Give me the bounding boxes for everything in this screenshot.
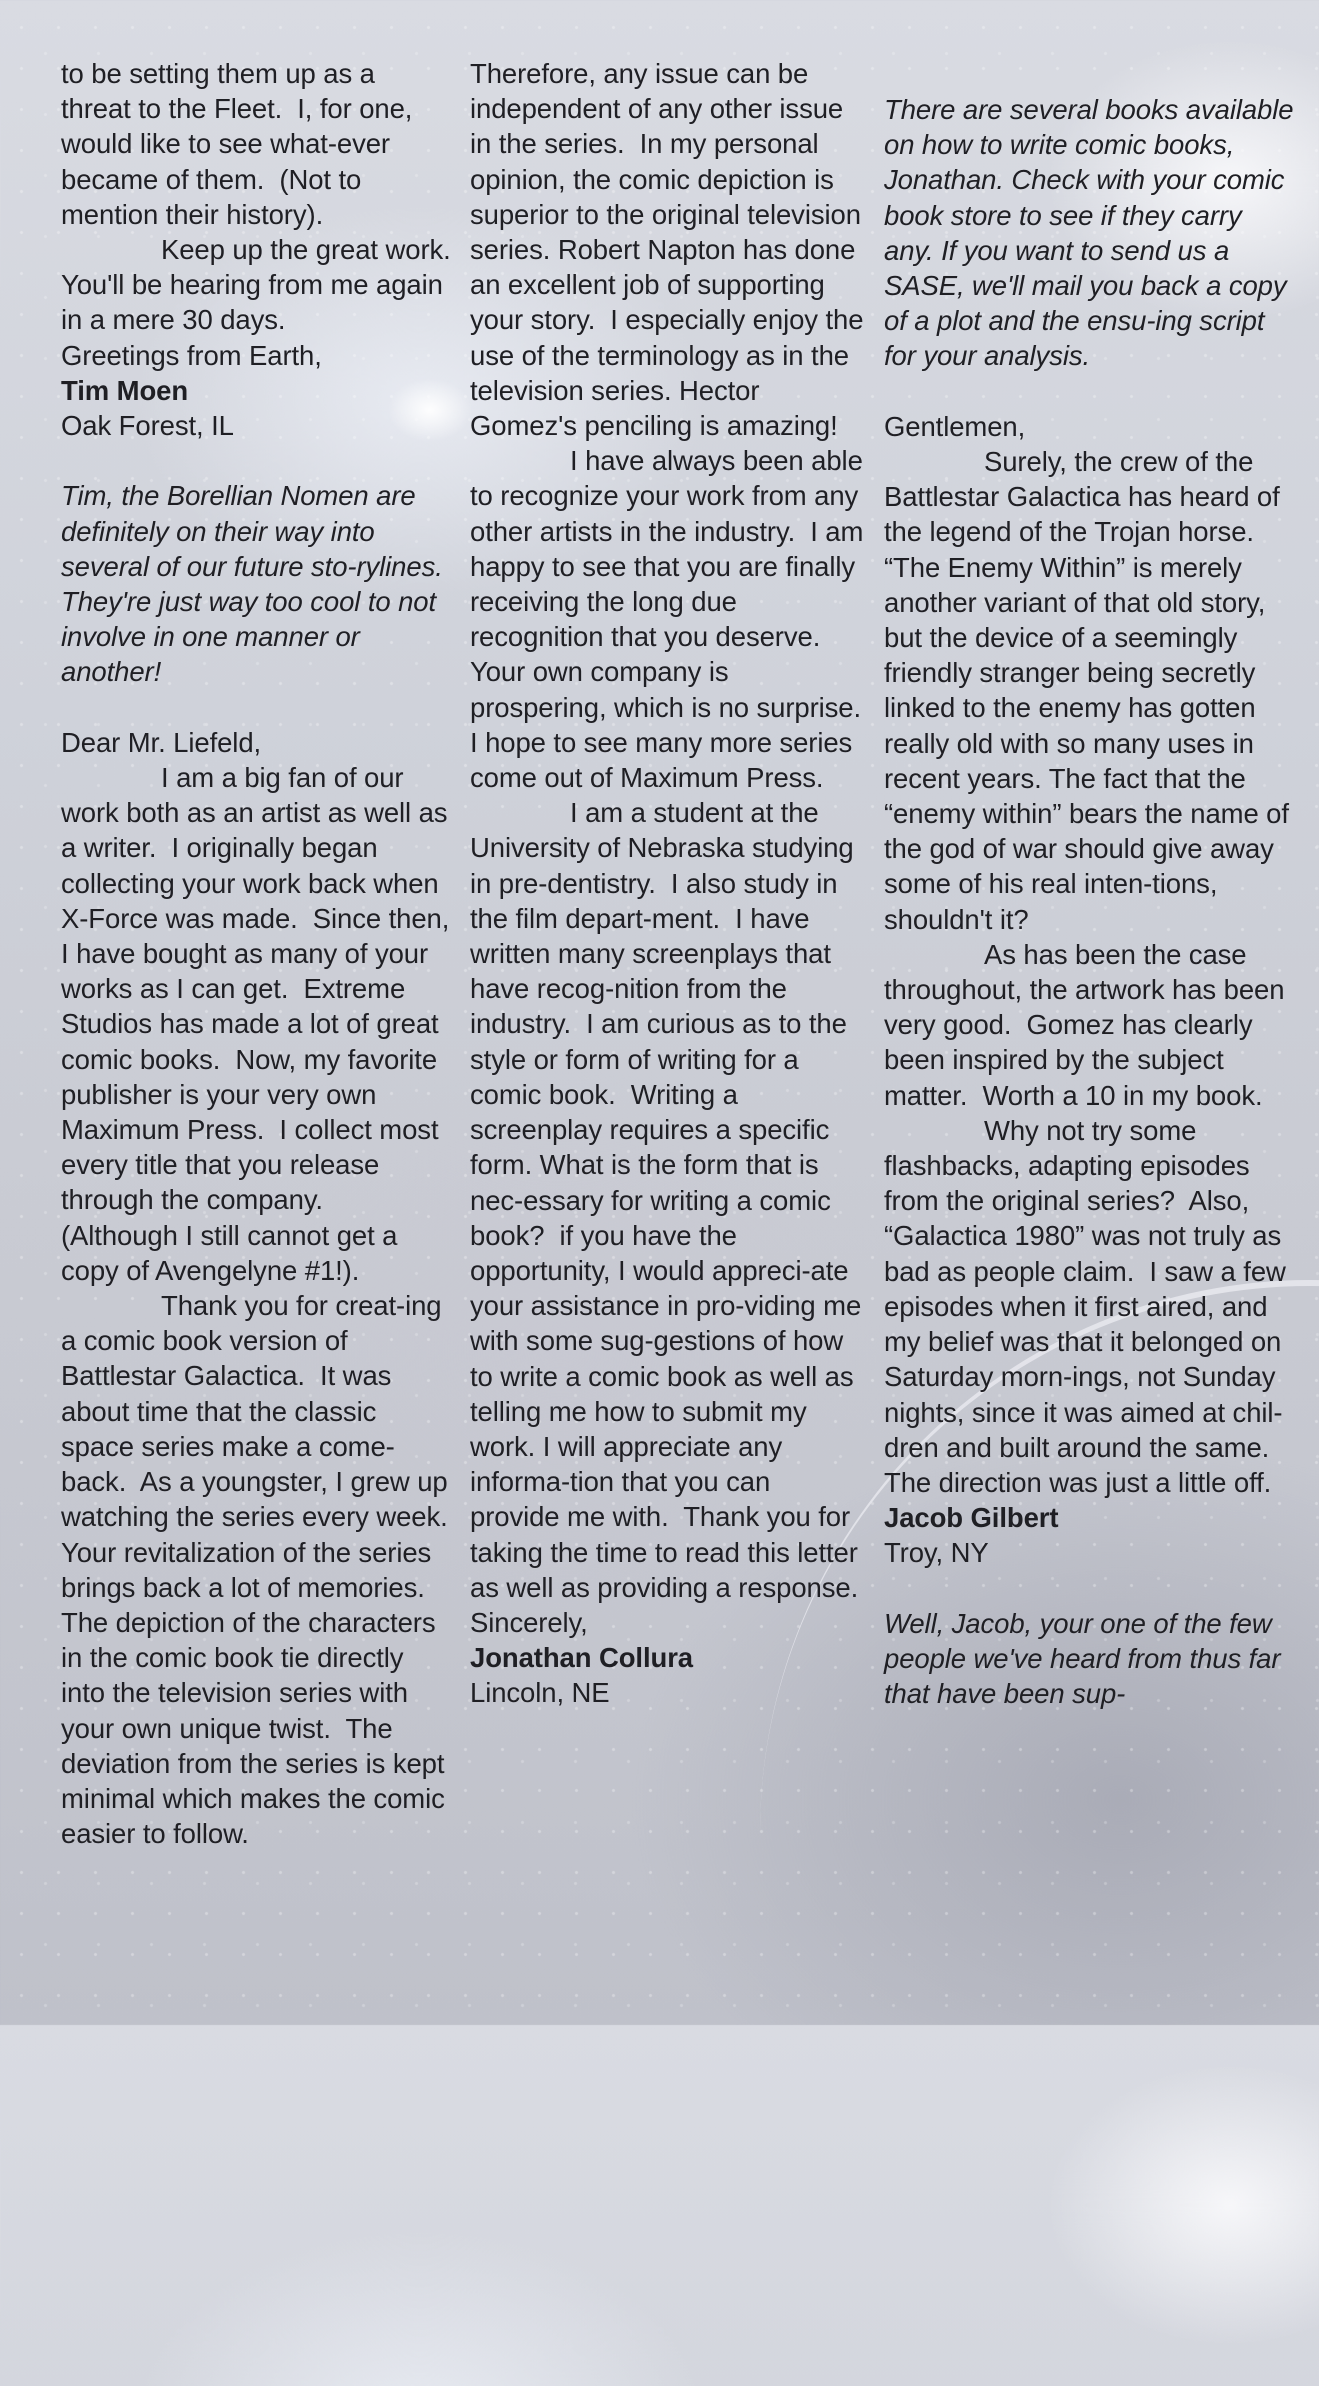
- letter-text: Surely, the crew of the Battlestar Galactica has heard of the legend of the Trojan horse. “The Enemy Within” is merely another variant of that old story, but the device of a seemingly friendly stranger being secretly linked to the enemy has gotten really old with so many uses in recent years. The fact that the “enemy within” bears the name of the god of war should give away some of his real inten-tions, shouldn't it?: [884, 446, 1297, 935]
- editor-reply: Tim, the Borellian Nomen are definitely on their way into several of our future sto-rylines. They're just way too cool to not involve in one manner or another!: [61, 480, 458, 688]
- letter-signature-place: Lincoln, NE: [470, 1677, 610, 1709]
- letter-text: Keep up the great work. You'll be hearing from me again in a mere 30 days.: [61, 234, 466, 336]
- letter-text: I am a big fan of our work both as an artist as well as a writer. I originally began collecting your work back when X-Force was made. Since then, I have bought as many of your works as I can get. Extreme Studios has made a lot of great comic books. Now, my favorite publisher is your very own Maximum Press. I collect most every title that you release through the company. (Although I still cannot get a copy of Avengelyne #1!).: [61, 762, 457, 1286]
- letter-text: Therefore, any issue can be independent of any other issue in the series. In my personal opinion, the comic depiction is superior to the original television series. Robert Napton has done an excellent job of supporting your story. I especially enjoy the use of the terminology as in the television series. Hector Gomez's penciling is amazing!: [470, 58, 871, 442]
- letter-text: As has been the case throughout, the artwork has been very good. Gomez has clearly been inspired by the subject matter. Worth a 10 in my book.: [884, 938, 1292, 1111]
- letter-text: I have always been able to recognize your work from any other artists in the industry. I am happy to see that you are finally receiving the long due recognition that you deserve. Your own company is prospering, which is no surprise. I hope to see many more series come out of Maximum Press.: [470, 445, 877, 794]
- letter-text: Thank you for creat-ing a comic book version of Battlestar Galactica. It was about time that the classic space series make a come-back. As a youngster, I grew up watching the series every week. Your revitalization of the series brings back a lot of memories. The depiction of the characters in the comic book tie directly into the television series with your own unique twist. The deviation from the series is kept minimal which makes the comic easier to follow.: [61, 1290, 463, 1850]
- editor-reply: Well, Jacob, your one of the few people we've heard from thus far that have been sup-: [884, 1607, 1288, 1710]
- letter-text: to be setting them up as a threat to the Fleet. I, for one, would like to see what-ever became of them. (Not to mention their history).: [61, 58, 420, 230]
- letter-text: I am a student at the University of Nebraska studying in pre-dentistry. I also study in the film depart-ment. I have written many screenplays that have recog-nition from the industry. I am curious as to the style or form of writing for a comic book. Writing a screenplay requires a specific form. What is the form that is nec-essary for writing a comic book? if you have the opportunity, I would appreci-ate your assistance in pro-viding me with some sug-gestions of how to write a comic book as well as telling me how to submit my work. I will appreciate any informa-tion that you can provide me with. Thank you for taking the time to read this letter as well as providing a response.: [470, 797, 869, 1603]
- letters-column-1: [61, 56, 466, 1851]
- letter-salutation: Gentlemen,: [884, 410, 1026, 442]
- letter-closing: Greetings from Earth,: [61, 339, 322, 371]
- letter-signature-place: Troy, NY: [884, 1537, 989, 1569]
- letter-signature-place: Oak Forest, IL: [61, 410, 234, 442]
- letter-signature-name: Jonathan Collura: [470, 1642, 694, 1674]
- letter-signature-name: Jacob Gilbert: [884, 1502, 1059, 1534]
- paragraph-gap: [61, 690, 451, 725]
- letters-column-3: [884, 92, 1301, 1711]
- paragraph-gap: [884, 1571, 1294, 1606]
- paragraph-gap: [884, 374, 1294, 409]
- letter-closing: Sincerely,: [470, 1606, 588, 1638]
- letters-column-2: [470, 56, 877, 1711]
- letter-signature-name: Tim Moen: [61, 374, 189, 406]
- letter-salutation: Dear Mr. Liefeld,: [61, 726, 262, 758]
- editor-reply: There are several books available on how to write comic books, Jonathan. Check with your comic book store to see if they carry any. If you want to send us a SASE, we'll mail you back a copy of a plot and the ensu-ing script for your analysis.: [884, 94, 1301, 372]
- paragraph-gap: [61, 443, 451, 478]
- letter-text: Why not try some flashbacks, adapting episodes from the original series? Also, “Galactica 1980” was not truly as bad as people claim. I saw a few episodes when it first aired, and my belief was that it belonged on Saturday morn-ings, not Sunday nights, since it was aimed at chil-dren and built around the same. The direction was just a little off.: [884, 1114, 1294, 1498]
